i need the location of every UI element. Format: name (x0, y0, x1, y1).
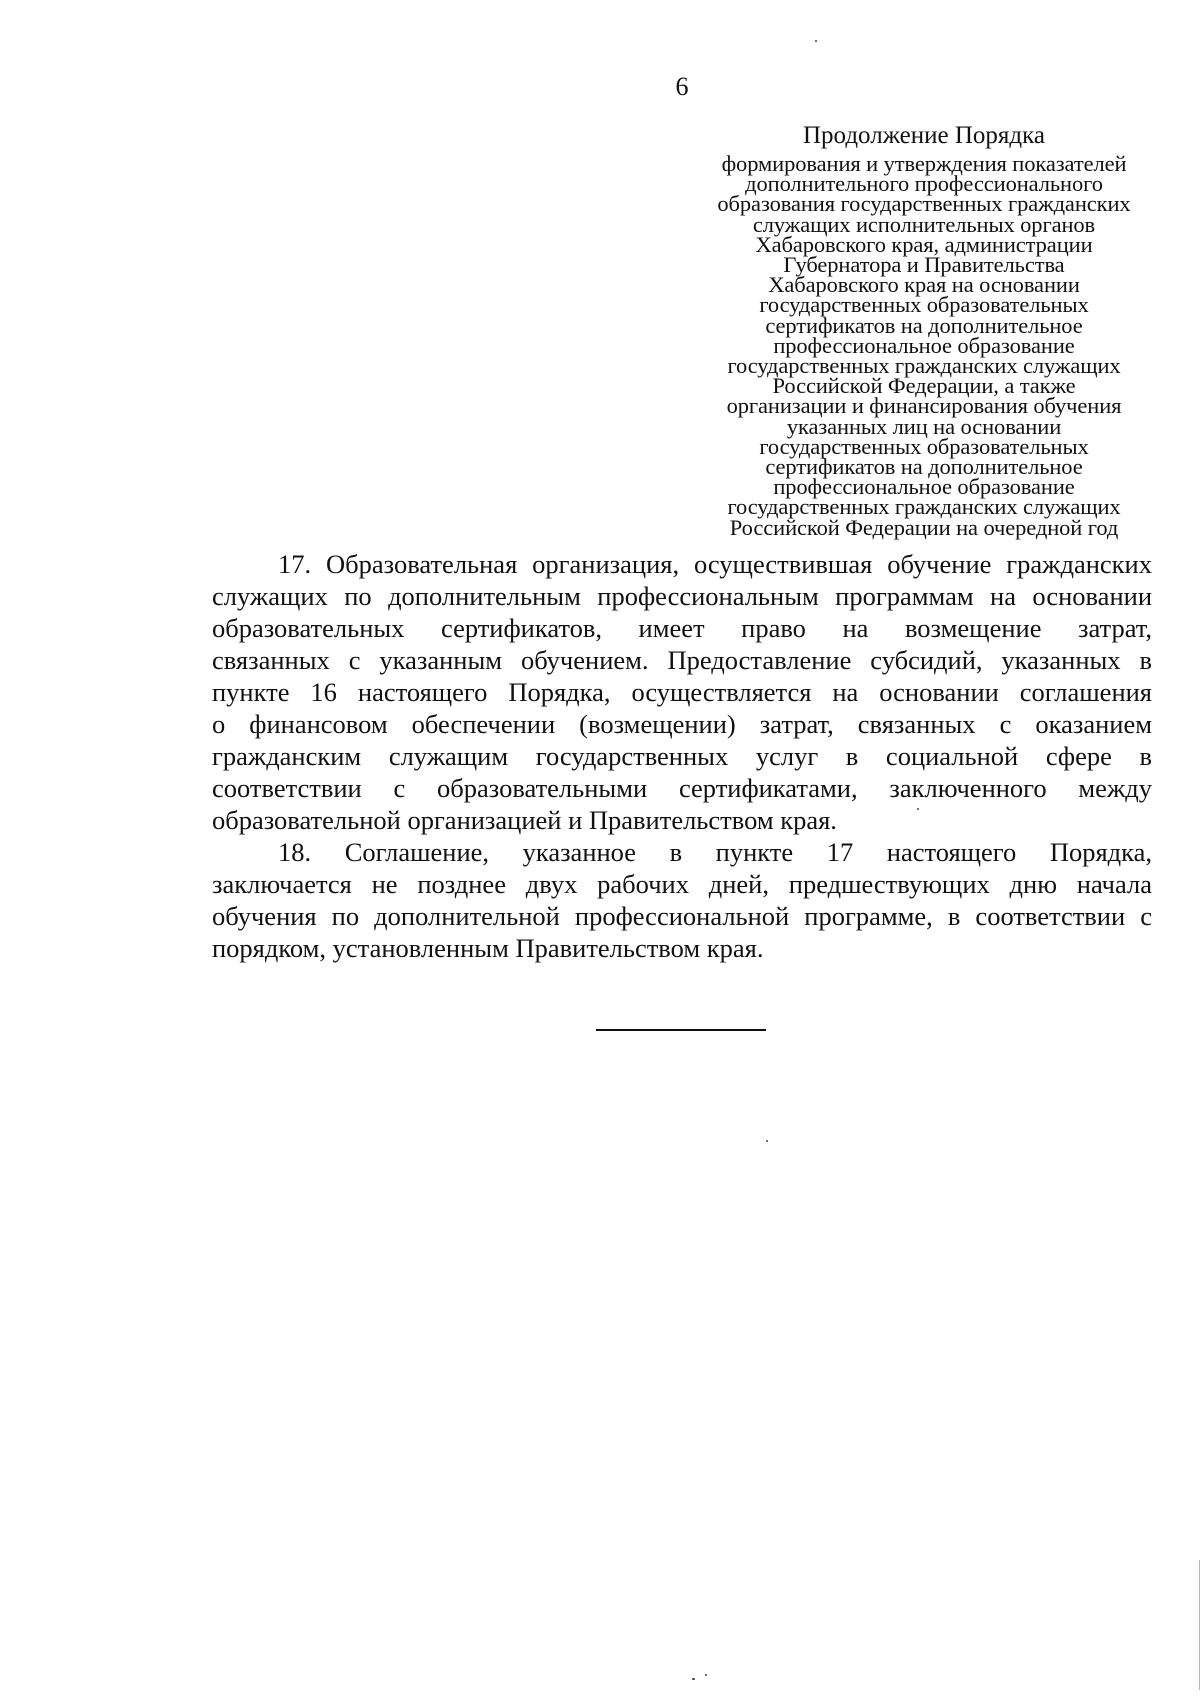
header-line: служащих исполнительных органов (752, 211, 1096, 237)
header-line: организации и финансирования обучения (726, 393, 1122, 419)
paragraph-line: гражданским служащим государственных услуг в социальной сфере в (212, 741, 1152, 771)
header-line: дополнительного профессионального (745, 171, 1103, 197)
scan-speck (815, 40, 817, 42)
header-line: государственных образовательных (759, 292, 1089, 318)
header-line: указанных лиц на основании (786, 413, 1062, 439)
paragraph-line: образовательных сертификатов, имеет право на возмещение затрат, (212, 613, 1152, 643)
header-line: Хабаровского края, администрации (755, 231, 1093, 257)
end-divider-line (596, 1029, 766, 1031)
header-line: государственных гражданских служащих (727, 353, 1121, 379)
paragraph-18 (212, 836, 1152, 964)
header-line: формирования и утверждения показателей (721, 151, 1127, 176)
scan-speck (766, 1140, 768, 1142)
scan-speck (705, 1674, 707, 1676)
body-text (212, 548, 1152, 964)
header-line: Губернатора и Правительства (783, 252, 1065, 278)
header-title: Продолжение Порядка (803, 122, 1045, 149)
paragraph-line: о финансовом обеспечении (возмещении) затрат, связанных с оказанием (212, 709, 1152, 739)
paragraph-line: связанных с указанным обучением. Предоставление субсидий, указанных в (212, 645, 1152, 675)
paragraph-line: заключается не позднее двух рабочих дней, предшествующих дню начала (212, 869, 1152, 899)
scan-speck (692, 1678, 695, 1680)
paragraph-line: пункте 16 настоящего Порядка, осуществляется на основании соглашения (212, 677, 1152, 707)
paragraph-line: 18. Соглашение, указанное в пункте 17 настоящего Порядка, (278, 837, 1152, 867)
paragraph-line: 17. Образовательная организация, осуществившая обучение гражданских (278, 549, 1152, 579)
header-line: сертификатов на дополнительное (765, 454, 1083, 480)
header-line: государственных образовательных (759, 433, 1089, 459)
header-line: государственных гражданских служащих (727, 494, 1121, 520)
scan-speck (917, 808, 919, 810)
page-number: 6 (675, 72, 689, 101)
header-line: Российской Федерации на очередной год (729, 514, 1119, 540)
header-line: профессиональное образование (773, 332, 1075, 358)
paragraph-line: образовательной организацией и Правительством края. (212, 805, 837, 835)
header-line: образования государственных гражданских (717, 191, 1131, 217)
header-line: сертификатов на дополнительное (765, 312, 1083, 338)
paragraph-line: порядком, установленным Правительством края. (212, 933, 764, 963)
header-block (700, 120, 1148, 538)
header-lines (700, 151, 1148, 540)
paragraph-line: обучения по дополнительной профессиональной программе, в соответствии с (212, 901, 1152, 931)
paragraph-line: соответствии с образовательными сертификатами, заключенного между (212, 773, 1152, 803)
paragraph-17 (212, 548, 1152, 836)
header-line: Хабаровского края на основании (768, 272, 1080, 298)
header-line: профессиональное образование (773, 474, 1075, 500)
paragraph-line: служащих по дополнительным профессиональным программам на основании (212, 581, 1152, 611)
header-line: Российской Федерации, а также (772, 373, 1076, 399)
